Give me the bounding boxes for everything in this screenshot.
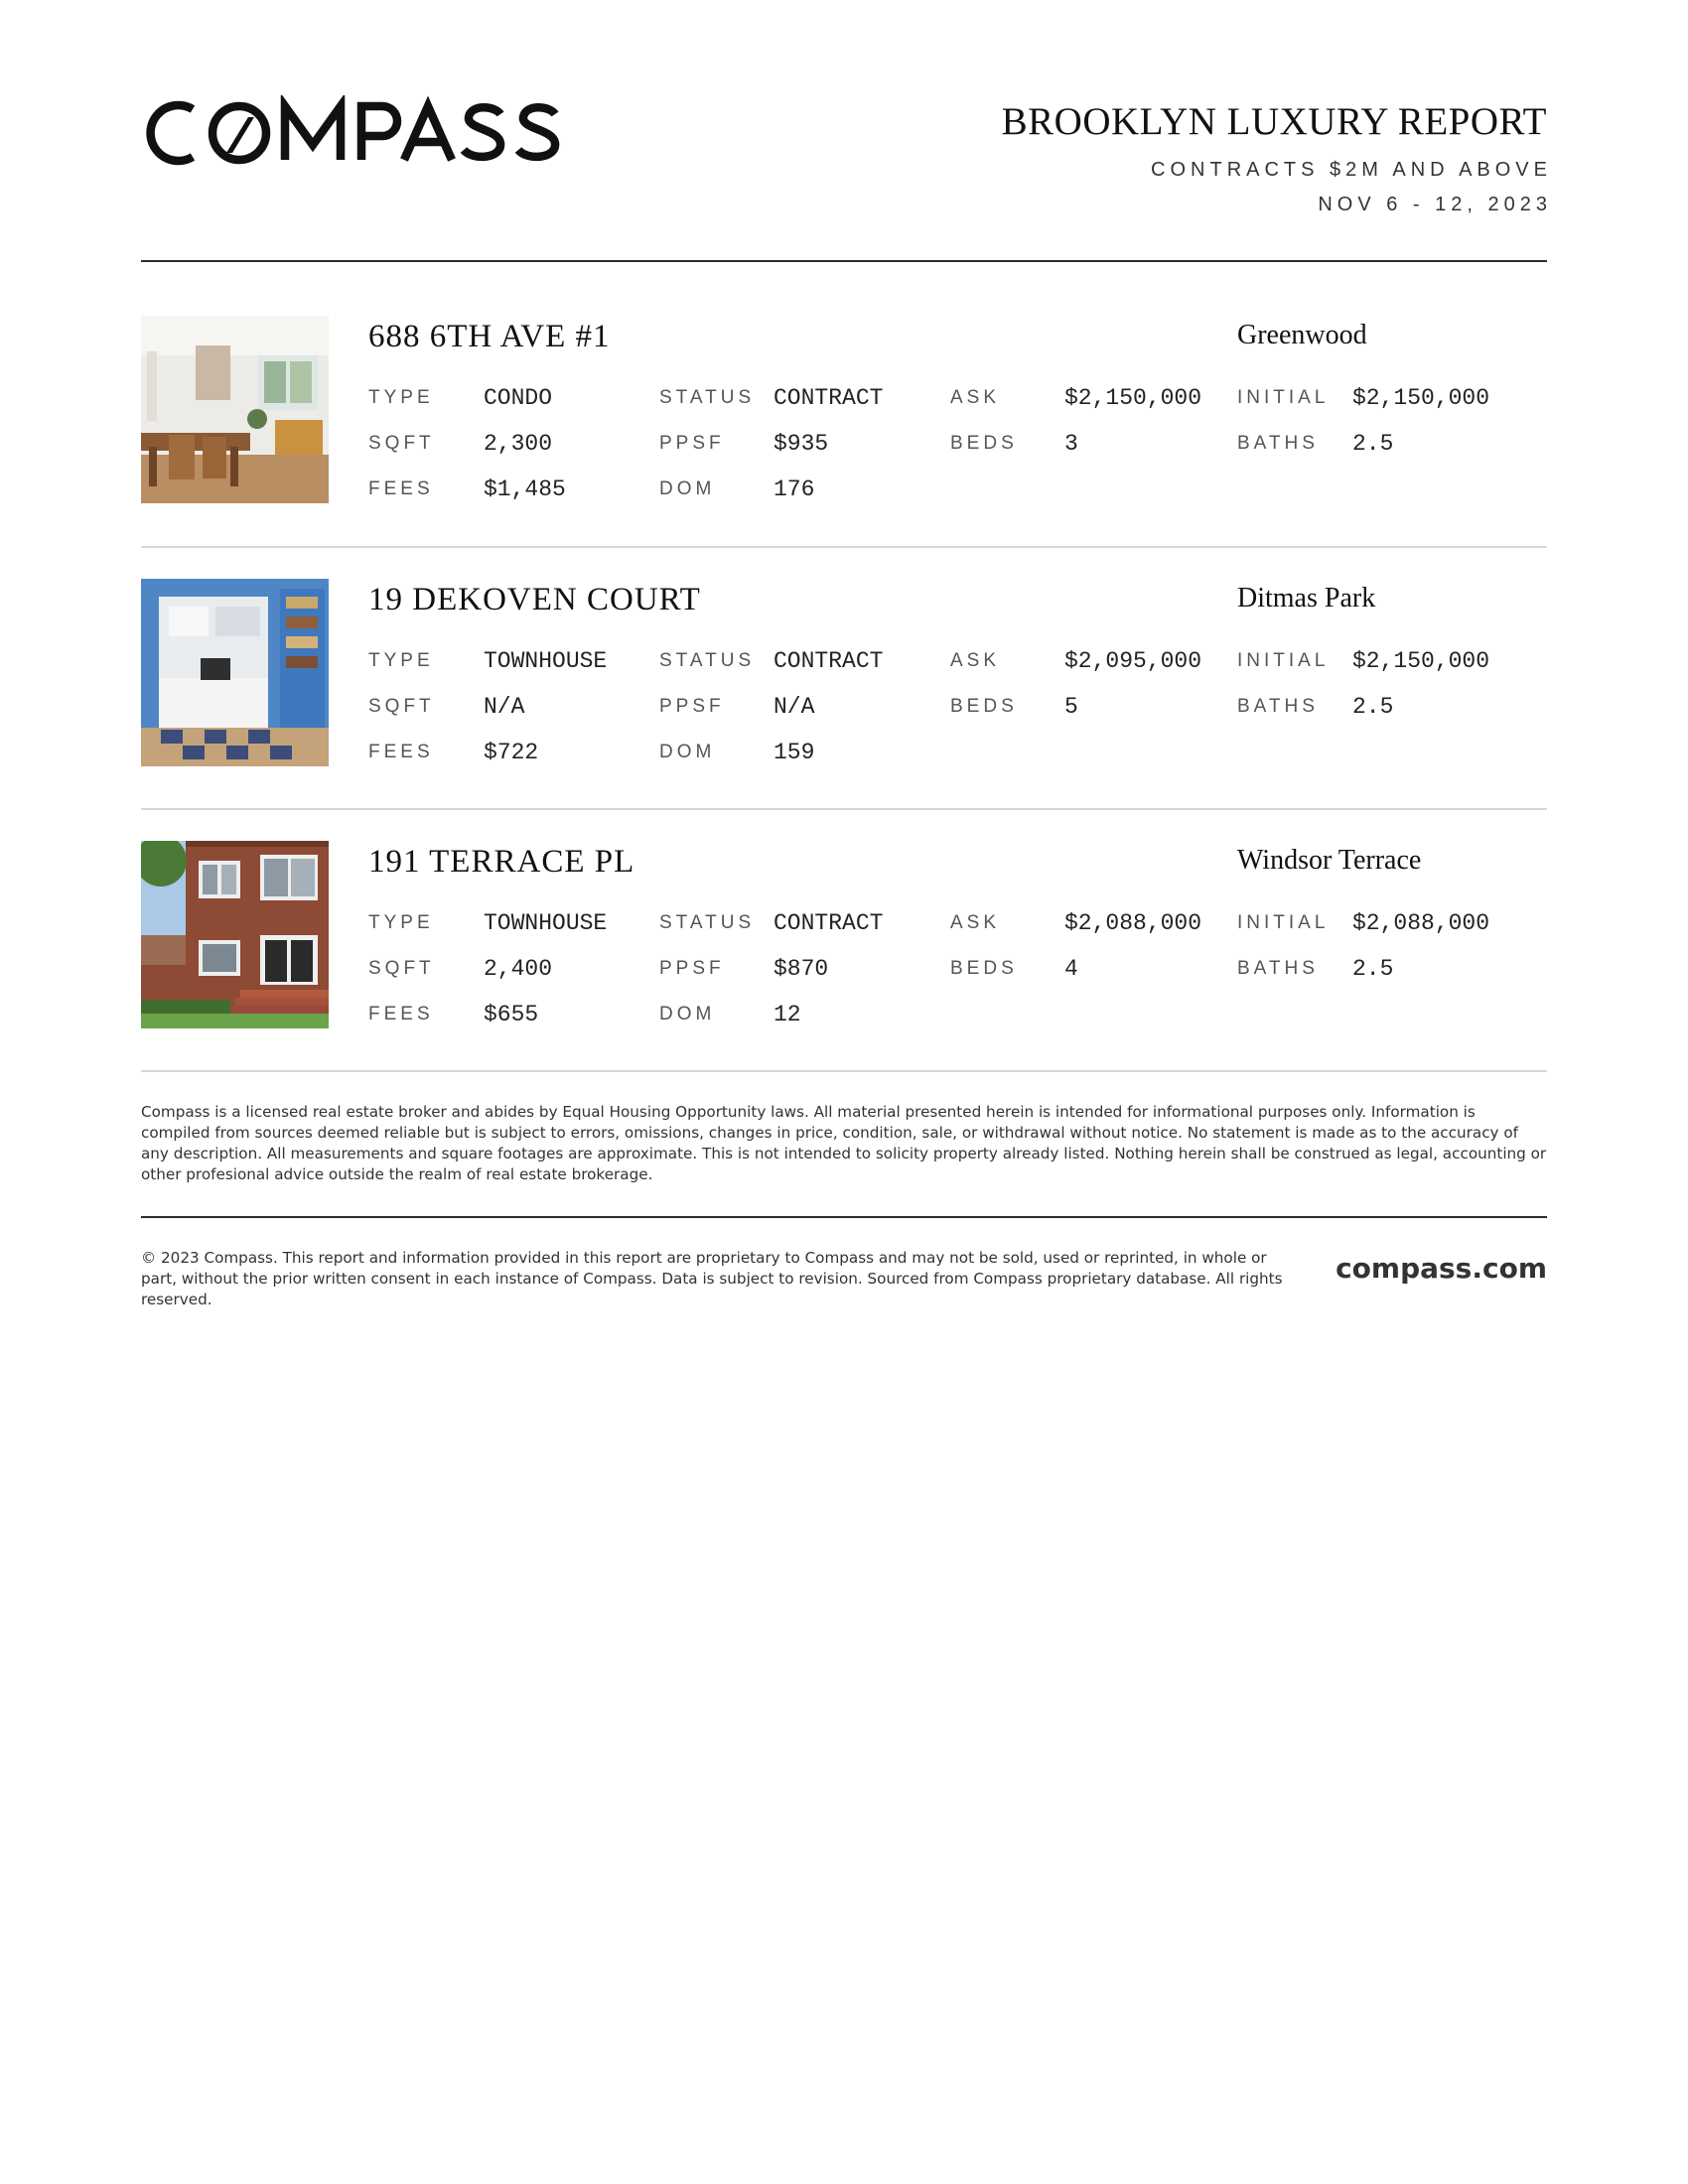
listing-card: [141, 316, 1547, 504]
listing-address: 19 DEKOVEN COURT: [368, 582, 701, 617]
compass-logo: [141, 95, 568, 171]
type-label: TYPE: [368, 650, 434, 671]
listing-address: 191 TERRACE PL: [368, 844, 635, 880]
sqft-value: 2,400: [484, 956, 553, 982]
status-value: CONTRACT: [774, 648, 884, 674]
beds-value: 5: [1064, 694, 1078, 720]
compass-logo-mark: [141, 95, 568, 171]
report-date-range: NOV 6 - 12, 2023: [1318, 194, 1552, 215]
report-title: BROOKLYN LUXURY REPORT: [1001, 100, 1547, 143]
status-label: STATUS: [659, 912, 756, 933]
beds-value: 3: [1064, 431, 1078, 457]
listing-neighborhood: Greenwood: [1237, 320, 1367, 350]
ask-value: $2,095,000: [1064, 648, 1202, 674]
dom-value: 159: [774, 740, 815, 765]
sqft-value: 2,300: [484, 431, 553, 457]
dom-label: DOM: [659, 742, 716, 762]
dom-label: DOM: [659, 478, 716, 499]
website-link[interactable]: compass.com: [1336, 1252, 1547, 1285]
copyright-notice: © 2023 Compass. This report and information provided in this report are proprietary to Compass and may not be sold, used or reprinted, in whole or part, without the prior written consent in each instance of Compass. Data is subject to revision. Sourced from Compass proprietary database. All rights reserved.: [141, 1249, 1283, 1308]
fees-value: $722: [484, 740, 539, 765]
baths-label: BATHS: [1237, 433, 1319, 454]
ask-label: ASK: [950, 912, 1001, 933]
ppsf-label: PPSF: [659, 958, 725, 979]
listing-neighborhood: Ditmas Park: [1237, 583, 1376, 614]
status-value: CONTRACT: [774, 910, 884, 936]
brick-townhouse-exterior-photo: [141, 841, 329, 1028]
footer-divider: [141, 1216, 1547, 1218]
beds-label: BEDS: [950, 433, 1018, 454]
status-label: STATUS: [659, 387, 756, 408]
dom-label: DOM: [659, 1004, 716, 1024]
ppsf-label: PPSF: [659, 433, 725, 454]
baths-label: BATHS: [1237, 958, 1319, 979]
dom-value: 12: [774, 1002, 801, 1027]
kitchen-interior-photo: [141, 579, 329, 766]
type-value: CONDO: [484, 385, 553, 411]
initial-value: $2,088,000: [1352, 910, 1490, 936]
baths-value: 2.5: [1352, 694, 1394, 720]
header-divider: [141, 260, 1547, 262]
status-label: STATUS: [659, 650, 756, 671]
legal-disclaimer: Compass is a licensed real estate broker and abides by Equal Housing Opportunity laws. All material presented herein is intended for informational purposes only. Information is compiled from sources deemed reliable but is subject to errors, omissions, changes in price, condition, sale, or withdrawal without notice. No statement is made as to the accuracy of any description. All measurements and square footages are approximate. This is not intended to solicity property already listed. Nothing herein shall be construed as legal, accounting or other profesional advice outside the realm of real estate brokerage.: [141, 1103, 1547, 1183]
initial-label: INITIAL: [1237, 650, 1330, 671]
report-header: [1001, 99, 1552, 217]
type-value: TOWNHOUSE: [484, 648, 608, 674]
fees-label: FEES: [368, 1004, 434, 1024]
dom-value: 176: [774, 477, 815, 502]
ask-label: ASK: [950, 650, 1001, 671]
ask-value: $2,150,000: [1064, 385, 1202, 411]
listing-divider: [141, 546, 1547, 548]
initial-value: $2,150,000: [1352, 648, 1490, 674]
ask-value: $2,088,000: [1064, 910, 1202, 936]
sqft-label: SQFT: [368, 958, 435, 979]
initial-value: $2,150,000: [1352, 385, 1490, 411]
listing-divider: [141, 808, 1547, 810]
ppsf-value: N/A: [774, 694, 815, 720]
fees-label: FEES: [368, 478, 434, 499]
type-label: TYPE: [368, 387, 434, 408]
listing-divider: [141, 1070, 1547, 1072]
baths-label: BATHS: [1237, 696, 1319, 717]
listing-card: [141, 579, 1547, 767]
listing-card: [141, 841, 1547, 1029]
baths-value: 2.5: [1352, 956, 1394, 982]
beds-label: BEDS: [950, 958, 1018, 979]
listing-address: 688 6TH AVE #1: [368, 319, 611, 354]
beds-value: 4: [1064, 956, 1078, 982]
status-value: CONTRACT: [774, 385, 884, 411]
type-label: TYPE: [368, 912, 434, 933]
sqft-label: SQFT: [368, 433, 435, 454]
initial-label: INITIAL: [1237, 912, 1330, 933]
condo-interior-photo: [141, 316, 329, 503]
ask-label: ASK: [950, 387, 1001, 408]
initial-label: INITIAL: [1237, 387, 1330, 408]
ppsf-value: $870: [774, 956, 829, 982]
ppsf-label: PPSF: [659, 696, 725, 717]
sqft-value: N/A: [484, 694, 525, 720]
listing-neighborhood: Windsor Terrace: [1237, 845, 1422, 876]
fees-value: $655: [484, 1002, 539, 1027]
sqft-label: SQFT: [368, 696, 435, 717]
type-value: TOWNHOUSE: [484, 910, 608, 936]
ppsf-value: $935: [774, 431, 829, 457]
baths-value: 2.5: [1352, 431, 1394, 457]
beds-label: BEDS: [950, 696, 1018, 717]
report-subtitle: CONTRACTS $2M AND ABOVE: [1151, 159, 1552, 181]
fees-value: $1,485: [484, 477, 566, 502]
fees-label: FEES: [368, 742, 434, 762]
